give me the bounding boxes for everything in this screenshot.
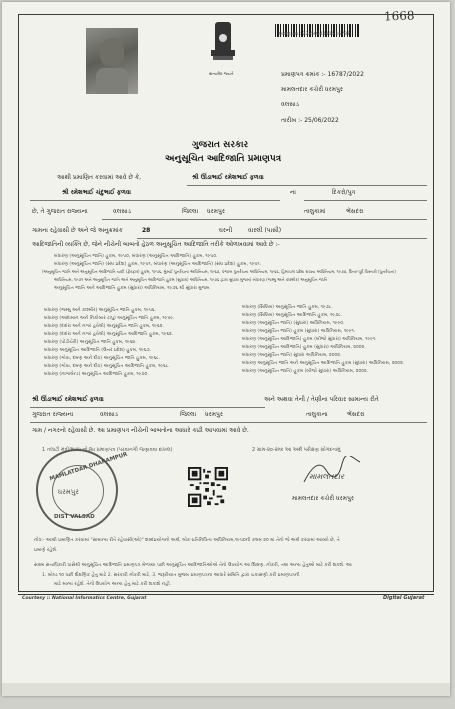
list-item: બંધારણ (સિક્કિમ) અનુસૂચિત જાતિ હુકમ, ૧૯૭૮. <box>242 305 333 310</box>
footer-brand: Digital Gujarat <box>383 595 425 601</box>
signature-stroke-icon <box>302 456 362 486</box>
note-1: નોંધ:- આથી પ્રમાણિત કરવામાં "સામાન્ય રીતે રહેવાસી(ઓ)" શબ્દપ્રયોગનો અર્થ, લોક-પ્રતિનિધિત્વ અધિનિયમ,૧૯૫૦ની કલમ ૨૦ માં તેનો જે અર્થ કરવામાં આવ્યો છે, તે <box>34 538 340 543</box>
issuing-place: વલસાડ <box>281 101 299 108</box>
applicant-name: શ્રી ઊંડાભાઈ રમેશભાઈ ફળવા <box>192 174 264 181</box>
res-taluka: ધરમપુર <box>205 411 223 418</box>
application-number: અરજી ક્રમ : 22350344006 16787 <box>278 32 350 37</box>
list-item: બંધારણ (જમ્મુ અને કાશ્મીર) અનુસૂચિત જાતિ હુકમ, ૧૯૫૬. <box>44 308 156 313</box>
basis-2: 2 ગ્રામ-૨૦-૨મ્ક આ અર્થ પરીક્ષણ સોગંદનામું <box>252 447 341 453</box>
district-value: વલસાડ <box>113 208 131 215</box>
note-2: સક્ષમ સત્તાધિકારી પાસેથી અનુસૂચિત આદિજાતિ પ્રમાણપત્ર મેળવ્યા પછી અનુસૂચિત આદિજાતિઓએ તેનો ઉપયોગ આ શિક્ષણ, નોકરી, તથા અન્ય હેતુઓ માટે કરી શકશે. આ <box>34 563 352 568</box>
res-village: ભેંસદરા <box>347 411 365 418</box>
taluka-label: તાલુકામાં <box>304 208 326 215</box>
footer-courtesy: Courtesy :: National Informatics Centre, Gujarat <box>22 596 147 601</box>
relation-value: દિકરો/પુત્ર <box>332 189 356 196</box>
resident-name: શ્રી ઊંડાભાઈ રમેશભાઈ ફળવા <box>32 396 104 403</box>
stamp-top-text: MAMLATDAR DHARAMPUR <box>49 451 129 483</box>
serial-value: 28 <box>142 227 151 234</box>
stamp-bottom-text: DIST VALSAD <box>54 514 95 520</box>
note-4: માટે માન્ય રહેશે. તેનો ઉપયોગ અન્ય હેતુ માટે કરી શકાશે નહી. <box>54 582 172 587</box>
handwritten-number: 1668 <box>383 8 415 24</box>
list-item: બંધારણ અનુસૂચિત આદિજાતિ (ઉત્તર પ્રદેશ) હુકમ, ૧૯૬૭. <box>44 348 152 353</box>
legal-line: અધિનિયમ, ૧૯૭૧ અને અનુસૂચિત જાતિ અને અનુસૂચિત આદિજાતિ હુકમ (સુધારા) અધિનિયમ, ૧૯૭૬ દ્વારા સુધારા મુજબ) બંધારણ (જમ્મુ અને કાશ્મીર) અનુસૂચિત જાતિ <box>54 277 328 282</box>
res-taluka-label: તાલુકાના <box>306 411 328 418</box>
signature: મામલતદાર <box>309 472 345 481</box>
list-item: બંધારણ (અનુસૂચિત આદિજાતિ) હુકમ (બીજો સુધારા) અધિનિયમ, ૧૯૯૧. <box>242 337 377 342</box>
list-item: બંધારણ (અનુસૂચિત જાતિ) હુકમ (સુધારા) અધિનિયમ, ૧૯૯૧. <box>242 329 356 334</box>
basis-1: 1 તલાટી મંત્રી/શાળા છોડ્યા પ્રમાણપત્ર (પરવાનગી જણાવવા દાખલ) <box>42 447 173 453</box>
taluka-value: ધરમપુર <box>207 208 225 215</box>
father-name: શ્રી રમેશભાઈ ચંદુભાઈ ફળવા <box>62 189 131 196</box>
list-item: બંધારણ (અનુસૂચિત જાતિ) (સુધારા) અધિનિયમ, ૧૯૯૦. <box>242 321 345 326</box>
note-1b: પ્રમાણે રહેશે. <box>34 548 58 553</box>
note-3: 1. બોલ્ડ ૧૦ પછી શૈક્ષણિક હેતુ માટે 2. સરકારી નોકરી માટે, 3. જરૂરીયાત મુજબ પ્રમાણપત્રના આધારે સમિતિ દ્વારા ચકાસણી કરી પ્રમાણપત્રની <box>42 573 300 578</box>
qr-code <box>188 467 228 507</box>
emblem-text: સત્યમેવ જયતે <box>209 71 234 76</box>
list-item: બંધારણ (સિક્કિમ) અનુસૂચિત આદિજાતિ હુકમ, ૧૯૭૮. <box>242 313 343 318</box>
list-item: બંધારણ (દાદરા અને નગર હવેલી) અનુસૂચિત આદિજાતિ હુકમ, ૧૯૬૨. <box>44 332 174 337</box>
res-state: ગુજરાત રાજ્યના <box>32 411 74 418</box>
tribe-label: ઘરની <box>219 227 233 234</box>
list-item: બંધારણ (પોંડીચેરી) અનુસૂચિત જાતિ હુકમ, ૧૯૬૪. <box>44 340 137 345</box>
relation-label: ના <box>290 189 296 196</box>
list-item: બંધારણ અનુસૂચિત જાતિ અને અનુસૂચિત આદિજાતિ હુકમ (સુધારા) અધિનિયમ, ૨૦૦૨. <box>242 361 405 366</box>
legal-line: અનુસૂચિત જાતિ અને આદિજાતિ હુકમ (સુધારા) અધિનિયમ, ૧૯૭૬ થી સુધારા મુજબ <box>54 286 210 291</box>
list-item: બંધારણ (નાગાલેન્ડ) અનુસૂચિત આદિજાતિ હુકમ, ૧૯૭૦. <box>44 372 149 377</box>
res-district: વલસાડ <box>100 411 118 418</box>
legal-line: બંધારણ (અનુસૂચિત જાતિ) હુકમ, ૧૯૫૦, બંધારણ (અનુસૂચિત આદિજાતિ) હુકમ, ૧૯૫૦. <box>54 254 218 259</box>
certificate-title: અનુસૂચિત આદિજાતિ પ્રમાણપત્ર <box>165 154 282 164</box>
cert-number: પ્રમાણપત્ર ક્રમાંક :- 16787/2022 <box>281 71 364 78</box>
serial-label: ગામના રહેવાસી છે અને જે અનુક્રમાંક <box>32 227 123 234</box>
list-item: બંધારણ (આંદામાન અને નિકોબાર ટાપુ) અનુસૂચિત જાતિ હુકમ, ૧૯૫૯. <box>44 316 175 321</box>
tribe-value: વારલી (પાસી) <box>248 227 282 234</box>
list-item: બંધારણ (ગોવા, દમણ અને દીવ) અનુસૂચિત જાતિ હુકમ, ૧૯૬૮. <box>44 356 161 361</box>
applicant-photo <box>86 28 138 94</box>
list-item: બંધારણ (દાદરા અને નગર હવેલી) અનુસૂચિત જાતિ હુકમ, ૧૯૬૨. <box>44 324 164 329</box>
signatory-office: મામલતદાર કચેરી ધરમપુર <box>292 495 354 502</box>
certificate-sheet <box>2 2 450 696</box>
state-label: છે, તે ગુજરાત રાજ્યના <box>32 208 88 215</box>
legal-line: (અનુસૂચિત જાતિ અને અનુસૂચિત આદિજાતિ યાદી (ફેરફાર) હુકમ, ૧૯૫૬, મુંબઈ પુનર્રચના અધિનિયમ, ૧૯૬૦, પંજાબ પુનર્રચના અધિનિયમ, ૧૯૬૬, હિમાચલ પ્રદેશ રાજ્ય અધિનિયમ, ૧૯૭૦, ઉત્તર-પૂર્વ વિસ્તારો (પુનર્રચના) <box>42 269 396 274</box>
bottom-strip <box>2 683 450 696</box>
resident-suffix: અને અથવા તેની / તેણીના પરિવાર સામાન્ય રીતે <box>264 396 379 403</box>
stamp-mid-text: ધરમપુર <box>58 488 79 496</box>
village-line: ગામ / નગરનો રહેવાસી છે. આ પ્રમાણપત્ર નીચેની બાબતોના આધારે કાઢી આપવામાં આવે છે. <box>32 427 249 434</box>
district-label: જિલ્લા <box>182 208 199 215</box>
legal-line: બંધારણ (અનુસૂચિત જાતિ) (સંઘ પ્રદેશ) હુકમ, ૧૯૫૧, બંધારણ (અનુસૂચિત આદિજાતિ) (સંઘ પ્રદેશ) હુકમ, ૧૯૫૧. <box>54 262 262 267</box>
certify-intro: આથી પ્રમાણિત કરવામાં આવે છે કે, <box>57 174 142 181</box>
govt-title: ગુજરાત સરકાર <box>192 140 249 150</box>
village-value: ભેંસદરા <box>346 208 364 215</box>
res-district-label: જિલ્લા <box>180 411 197 418</box>
list-item: બંધારણ (ગોવા, દમણ અને દીવ) અનુસૂચિત આદિજાતિ હુકમ, ૧૯૬૮. <box>44 364 170 369</box>
list-item: બંધારણ (અનુસૂચિત જાતિ) હુકમ (બીજો સુધારા) અધિનિયમ, ૨૦૦૨. <box>242 369 369 374</box>
list-item: બંધારણ (અનુસૂચિત આદિજાતિ) હુકમ (સુધારા) અધિનિયમ, ૨૦૦૨. <box>242 345 366 350</box>
list-item: બંધારણ (અનુસૂચિત જાતિ) સુધારા અધિનિયમ, ૨૦૦૨. <box>242 353 342 358</box>
tribe-intro: આદિજાતિની વ્યક્તિ છે, જેને નીચેની બાબતો હેઠળ અનુસૂચિત આદિજાતિ તરીકે ઓળખવામાં આવે છે :- <box>32 241 280 248</box>
issuing-office: મામલતદાર કચેરી ધરમપુર <box>281 86 343 93</box>
issue-date: તારીખ :- 25/06/2022 <box>281 117 339 124</box>
